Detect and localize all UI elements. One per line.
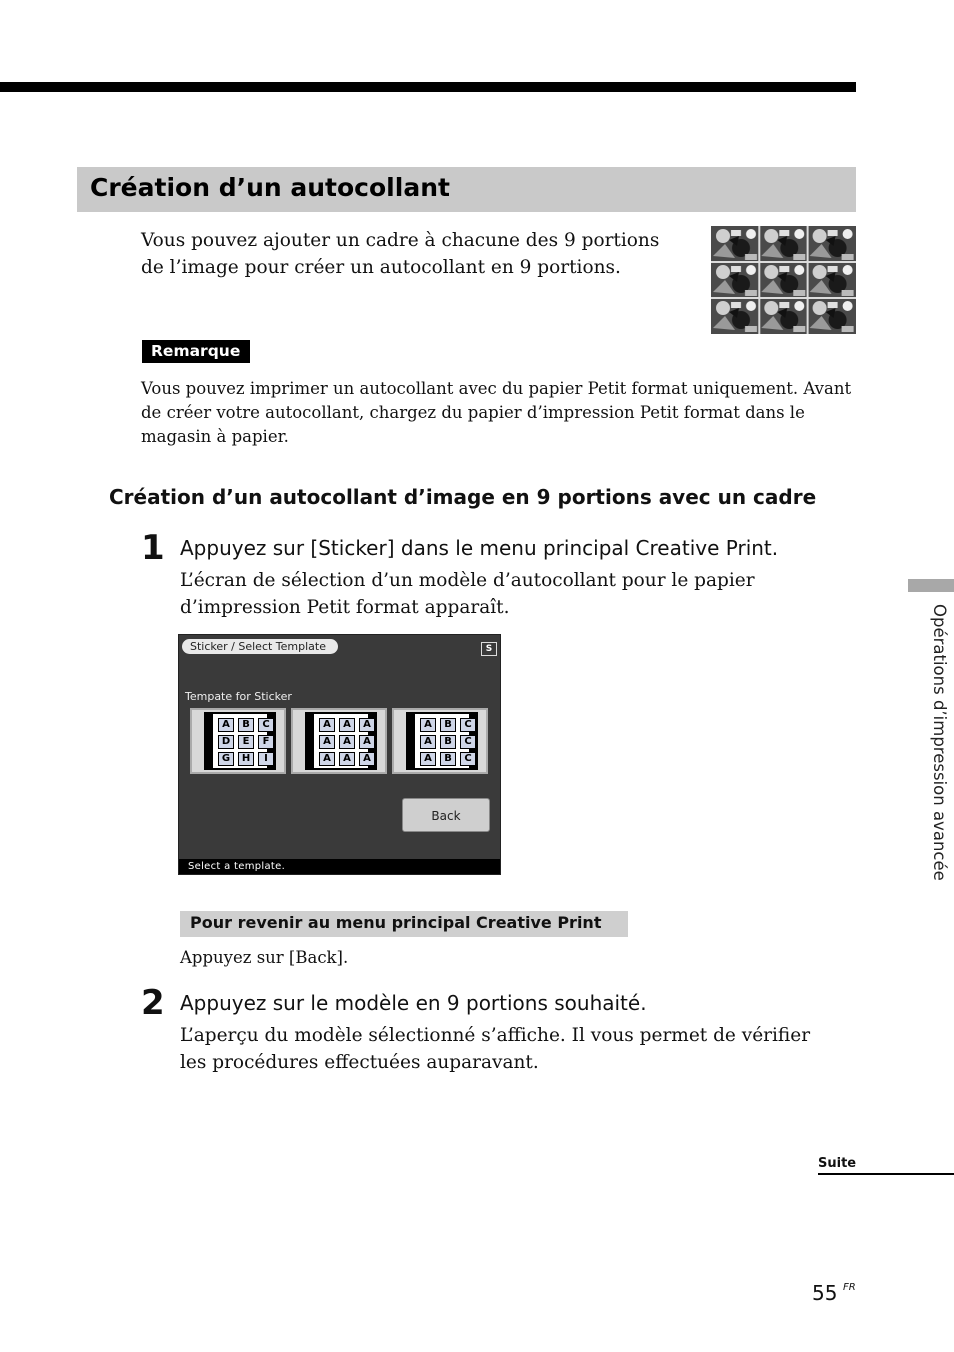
template-cell: G bbox=[218, 752, 234, 766]
template-cell: F bbox=[258, 735, 274, 749]
page-language: FR bbox=[843, 1282, 856, 1293]
remarque-label: Remarque bbox=[142, 340, 250, 363]
template-paper bbox=[213, 714, 270, 768]
template-cell: A bbox=[218, 718, 234, 732]
template-cell: A bbox=[319, 735, 335, 749]
template-cell: I bbox=[258, 752, 274, 766]
template-cell: A bbox=[420, 752, 436, 766]
template-cell: D bbox=[218, 735, 234, 749]
step-1-title: Appuyez sur [Sticker] dans le menu principal Creative Print. bbox=[180, 536, 779, 560]
template-cell: B bbox=[440, 718, 456, 732]
template-cell: B bbox=[440, 752, 456, 766]
screen-title-tab: Sticker / Select Template bbox=[182, 639, 338, 654]
template-cell: B bbox=[440, 735, 456, 749]
sticker-template-screen bbox=[178, 634, 501, 875]
template-label: Tempate for Sticker bbox=[185, 690, 292, 703]
section-title: Création d’un autocollant bbox=[90, 173, 450, 202]
template-frame bbox=[406, 712, 478, 770]
sticker-sample-image bbox=[711, 226, 856, 334]
return-text: Appuyez sur [Back]. bbox=[180, 948, 349, 967]
template-cell: A bbox=[339, 718, 355, 732]
subheading: Création d’un autocollant d’image en 9 portions avec un cadre bbox=[109, 485, 817, 509]
template-cell: A bbox=[339, 735, 355, 749]
step-2-title: Appuyez sur le modèle en 9 portions souhaité. bbox=[180, 991, 647, 1015]
status-bar: Select a template. bbox=[179, 859, 501, 875]
step-2-text: L’aperçu du modèle sélectionné s’affiche. Il vous permet de vérifier les procédures effectuées auparavant. bbox=[180, 1025, 811, 1073]
template-button-abc-rows[interactable] bbox=[392, 708, 488, 774]
template-cell: A bbox=[319, 718, 335, 732]
template-cell: A bbox=[339, 752, 355, 766]
suite-rule bbox=[818, 1173, 954, 1175]
template-cell: E bbox=[238, 735, 254, 749]
template-cell: C bbox=[460, 718, 476, 732]
template-cell: B bbox=[238, 718, 254, 732]
template-button-abc[interactable] bbox=[190, 708, 286, 774]
template-cell: C bbox=[258, 718, 274, 732]
template-cell: A bbox=[359, 718, 375, 732]
back-button[interactable]: Back bbox=[402, 798, 490, 832]
step-1-number: 1 bbox=[141, 528, 165, 568]
step-1-text: L’écran de sélection d’un modèle d’autocollant pour le papier d’impression Petit format apparaît. bbox=[180, 570, 755, 618]
step-2-number: 2 bbox=[141, 983, 165, 1023]
template-cell: A bbox=[420, 735, 436, 749]
return-title: Pour revenir au menu principal Creative Print bbox=[190, 913, 602, 932]
template-grid bbox=[218, 718, 278, 766]
sticker-collage-illustration bbox=[711, 226, 856, 334]
page-number: 55 bbox=[812, 1281, 838, 1305]
template-paper bbox=[415, 714, 472, 768]
template-button-all-a[interactable] bbox=[291, 708, 387, 774]
template-grid bbox=[420, 718, 480, 766]
template-grid bbox=[319, 718, 379, 766]
side-tab-marker bbox=[908, 579, 954, 592]
template-cell: A bbox=[420, 718, 436, 732]
template-cell: H bbox=[238, 752, 254, 766]
top-rule bbox=[0, 82, 856, 92]
template-frame bbox=[305, 712, 377, 770]
intro-paragraph: Vous pouvez ajouter un cadre à chacune des 9 portions de l’image pour créer un autocollant en 9 portions. bbox=[141, 230, 660, 278]
paper-size-badge: S bbox=[481, 642, 497, 656]
template-cell: A bbox=[359, 752, 375, 766]
remarque-text: Vous pouvez imprimer un autocollant avec du papier Petit format uniquement. Avant de créer votre autocollant, chargez du papier d’impression Petit format dans le magasin à papier. bbox=[141, 379, 852, 446]
side-section-label: Opérations d’impression avancée bbox=[930, 604, 949, 881]
template-cell: C bbox=[460, 752, 476, 766]
template-paper bbox=[314, 714, 371, 768]
template-cell: A bbox=[319, 752, 335, 766]
template-cell: C bbox=[460, 735, 476, 749]
template-frame bbox=[204, 712, 276, 770]
template-cell: A bbox=[359, 735, 375, 749]
suite-label: Suite bbox=[818, 1156, 857, 1171]
